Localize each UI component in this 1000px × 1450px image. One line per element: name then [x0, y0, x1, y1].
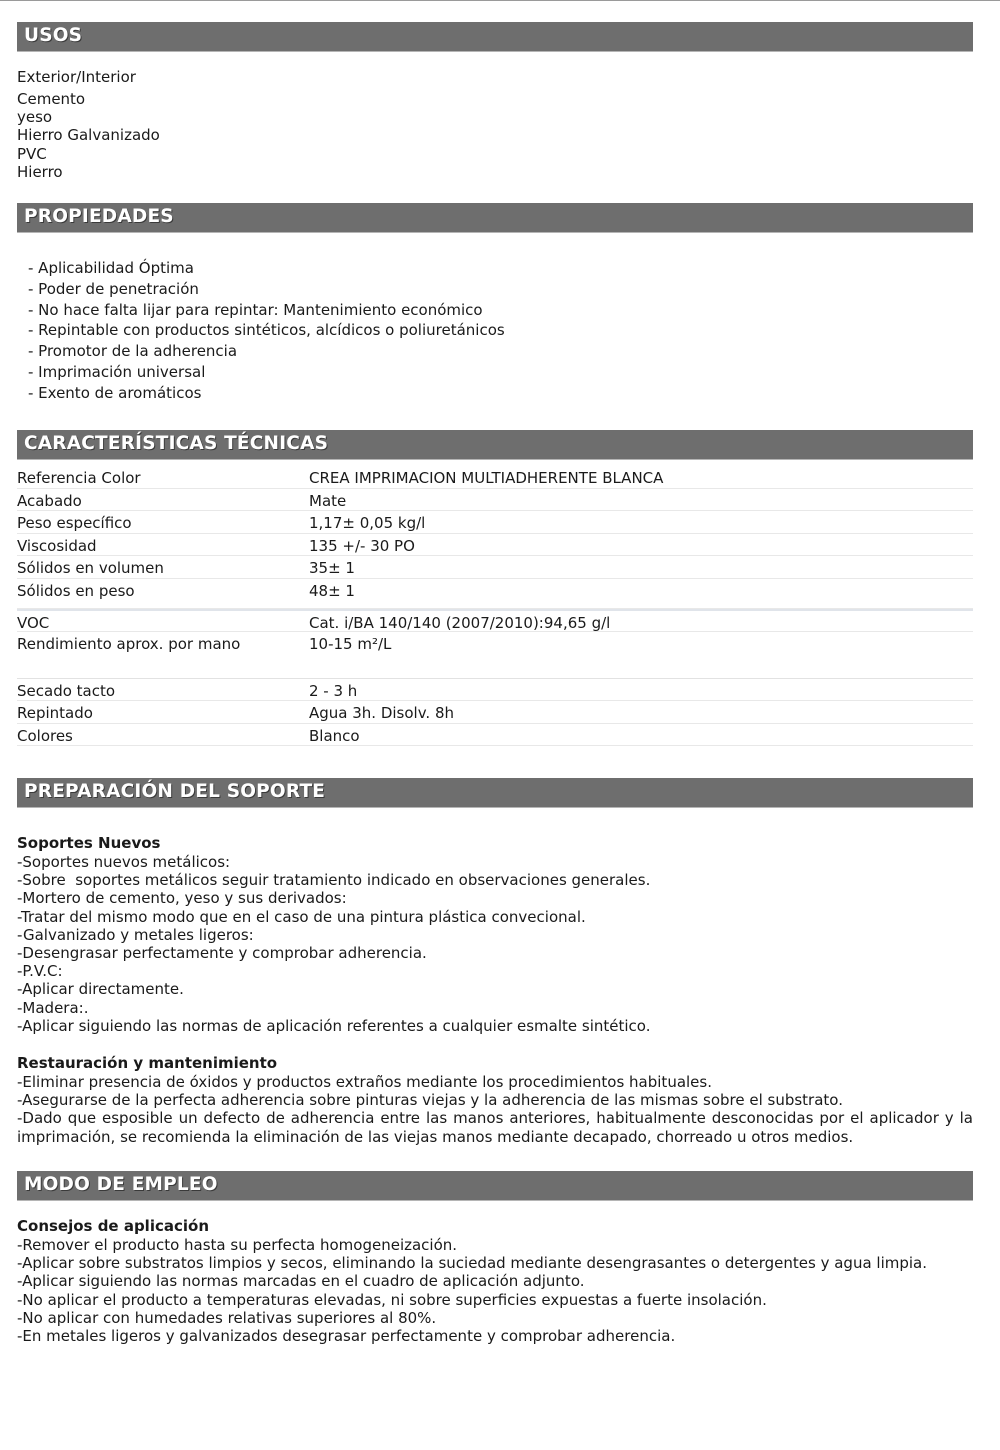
spec-value: 1,17± 0,05 kg/l: [309, 514, 426, 532]
preparation-line: -Tratar del mismo modo que en el caso de una pintura plástica convecional.: [17, 907, 586, 926]
spec-value: 35± 1: [309, 559, 355, 577]
spec-row: [17, 609, 973, 632]
spec-label: Peso específico: [17, 514, 132, 532]
propiedades-list: [17, 258, 973, 404]
usos-substrates-list: [17, 90, 973, 181]
property-item: - Promotor de la adherencia: [28, 342, 238, 361]
substrate-item: Hierro Galvanizado: [17, 126, 160, 145]
spec-row: [17, 701, 973, 724]
preparation-line: -P.V.C:: [17, 962, 63, 981]
spec-label: Colores: [17, 726, 73, 745]
spec-label: Secado tacto: [17, 681, 116, 700]
preparation-line: -Galvanizado y metales ligeros:: [17, 925, 254, 944]
spec-label: Repintado: [17, 704, 93, 722]
property-item: - Repintable con productos sintéticos, alcídicos o poliuretánicos: [28, 321, 505, 340]
property-item: - Imprimación universal: [28, 362, 206, 381]
restauracion-paragraph: -Dado que esposible un defecto de adherencia entre las manos anteriores, habitualmente desconocidas por el aplicador y la imprimación, se recomienda la eliminación de las viejas manos mediante decapado, chorreado u otros medios.: [17, 1109, 973, 1146]
spec-row: [17, 466, 973, 489]
soportes-nuevos-title: Soportes Nuevos: [17, 834, 161, 852]
section-header-caracteristicas: CARACTERÍSTICAS TÉCNICAS: [17, 430, 973, 460]
consejo-line: -No aplicar con humedades relativas superiores al 80%.: [17, 1308, 437, 1327]
consejo-line: -Aplicar siguiendo las normas marcadas en el cuadro de aplicación adjunto.: [17, 1272, 585, 1291]
spec-value: 2 - 3 h: [309, 681, 358, 700]
spec-row: [17, 556, 973, 579]
spec-row: [17, 489, 973, 512]
section-header-usos: USOS: [17, 22, 973, 52]
spec-value: Mate: [309, 491, 347, 510]
preparation-line: -Desengrasar perfectamente y comprobar adherencia.: [17, 944, 427, 963]
preparation-line: -Aplicar directamente.: [17, 980, 184, 999]
section-header-preparacion: PREPARACIÓN DEL SOPORTE: [17, 778, 973, 808]
property-item: - Aplicabilidad Óptima: [28, 259, 194, 277]
spec-label: Rendimiento aprox. por mano: [17, 634, 241, 653]
usos-location: [17, 68, 973, 86]
consejo-line: -Remover el producto hasta su perfecta homogeneización.: [17, 1236, 458, 1254]
preparation-line: -Aplicar siguiendo las normas de aplicación referentes a cualquier esmalte sintético.: [17, 1016, 651, 1035]
spec-value: Cat. i/BA 140/140 (2007/2010):94,65 g/l: [309, 613, 611, 632]
spec-row: [17, 679, 973, 702]
spec-label: Sólidos en peso: [17, 581, 135, 600]
spec-table: [17, 466, 973, 746]
consejo-line: -No aplicar el producto a temperaturas elevadas, ni sobre superficies expuestas a fuerte insolación.: [17, 1290, 767, 1309]
spec-label: Sólidos en volumen: [17, 559, 164, 577]
consejos-title: Consejos de aplicación: [17, 1217, 209, 1235]
spec-row: [17, 511, 973, 534]
spec-value: Blanco: [309, 726, 360, 745]
spec-label: Referencia Color: [17, 469, 141, 487]
substrate-item: yeso: [17, 108, 53, 127]
top-rule: [0, 0, 1000, 1]
spec-row: [17, 534, 973, 557]
spec-row: [17, 724, 973, 747]
spec-value: Agua 3h. Disolv. 8h: [309, 704, 455, 722]
preparation-line: -Soportes nuevos metálicos:: [17, 853, 231, 871]
spec-label: Acabado: [17, 491, 82, 510]
spec-value: 48± 1: [309, 581, 355, 600]
section-header-modo-empleo: MODO DE EMPLEO: [17, 1171, 973, 1201]
preparation-line: -Madera:.: [17, 998, 89, 1017]
spec-value: 135 +/- 30 PO: [309, 536, 415, 555]
consejos-block: [17, 1217, 973, 1345]
substrate-item: Hierro: [17, 162, 63, 181]
spec-label: Viscosidad: [17, 536, 97, 555]
consejo-line: -Aplicar sobre substratos limpios y secos, eliminando la suciedad mediante desengrasantes o detergentes y agua limpia.: [17, 1254, 928, 1273]
soportes-nuevos-block: [17, 834, 973, 1035]
restauracion-line: -Asegurarse de la perfecta adherencia sobre pinturas viejas y la adherencia de las mismas sobre el substrato.: [17, 1091, 843, 1110]
preparation-line: -Mortero de cemento, yeso y sus derivados:: [17, 889, 347, 908]
restauracion-line: -Eliminar presencia de óxidos y productos extraños mediante los procedimientos habituales.: [17, 1073, 712, 1091]
substrate-item: PVC: [17, 144, 47, 163]
spec-value: 10-15 m²/L: [309, 634, 392, 653]
restauracion-block: [17, 1054, 973, 1146]
property-item: - No hace falta lijar para repintar: Mantenimiento económico: [28, 300, 483, 319]
spec-row: [17, 579, 973, 609]
usos-location-text: Exterior/Interior: [17, 68, 136, 86]
restauracion-title: Restauración y mantenimiento: [17, 1054, 278, 1072]
preparation-line: -Sobre soportes metálicos seguir tratamiento indicado en observaciones generales.: [17, 871, 651, 890]
spec-row: [17, 632, 973, 679]
property-item: - Poder de penetración: [28, 279, 199, 298]
substrate-item: Cemento: [17, 90, 86, 108]
spec-label: VOC: [17, 613, 50, 632]
spec-value: CREA IMPRIMACION MULTIADHERENTE BLANCA: [309, 469, 664, 487]
consejo-line: -En metales ligeros y galvanizados desegrasar perfectamente y comprobar adherencia.: [17, 1327, 676, 1346]
property-item: - Exento de aromáticos: [28, 383, 202, 402]
section-header-propiedades: PROPIEDADES: [17, 203, 973, 233]
